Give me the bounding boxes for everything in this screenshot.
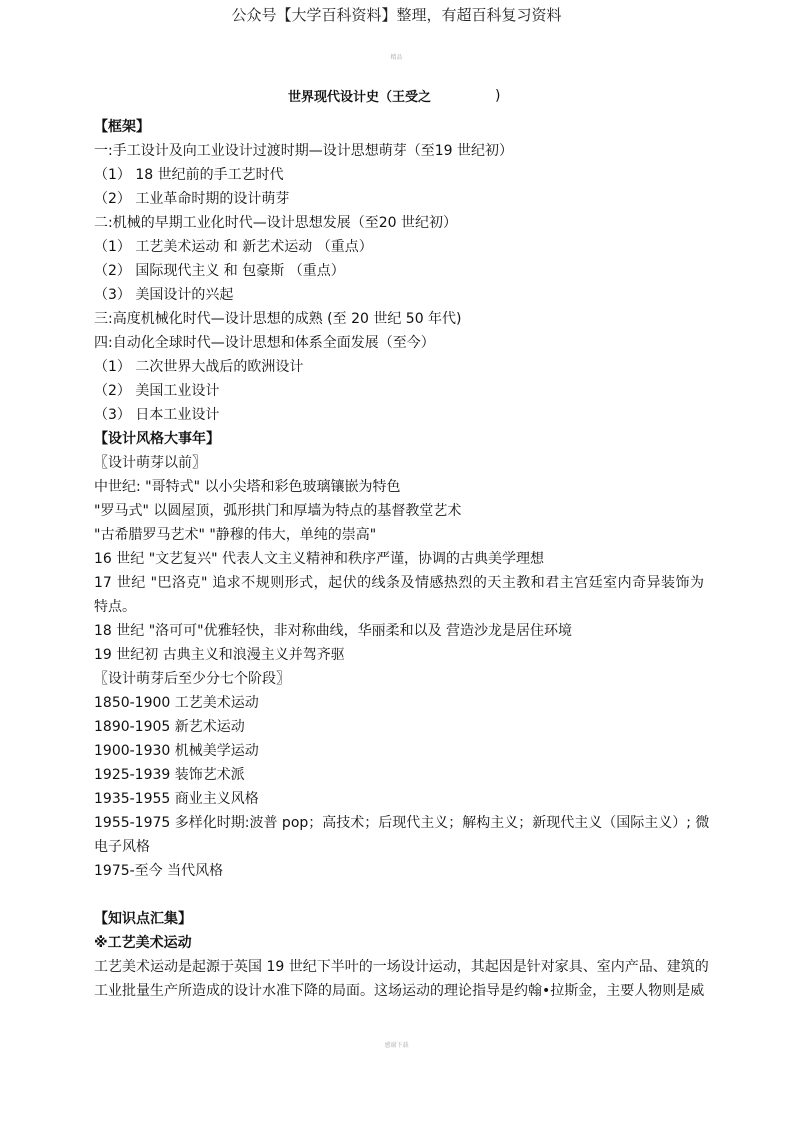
text-line: "古希腊罗马艺术" "静穆的伟大，单纯的崇高" <box>94 527 377 543</box>
text-line: （1） 二次世界大战后的欧洲设计 <box>94 359 304 375</box>
text-line: 1925-1939 装饰艺术派 <box>94 767 245 783</box>
text-line: 电子风格 <box>94 839 150 855</box>
section-heading: 【设计风格大事年】 <box>94 431 220 447</box>
text-line: 1955-1975 多样化时期:波普 pop；高技术；后现代主义；解构主义；新现代主义（国际主义）; 微 <box>94 815 710 831</box>
text-line: 中世纪: "哥特式" 以小尖塔和彩色玻璃镶嵌为特色 <box>94 479 401 495</box>
text-line: 1890-1905 新艺术运动 <box>94 719 245 735</box>
blank-line <box>94 883 704 907</box>
document-title: 世界现代设计史（王受之 <box>288 90 432 105</box>
text-line: 19 世纪初 古典主义和浪漫主义并驾齐驱 <box>94 647 345 663</box>
text-line: 特点。 <box>94 599 136 615</box>
text-line: 18 世纪 "洛可可"优雅轻快，非对称曲线，华丽柔和以及 营造沙龙是居住环境 <box>94 623 573 639</box>
text-line: 〖设计萌芽以前〗 <box>94 455 206 471</box>
text-line: "罗马式" 以圆屋顶，弧形拱门和厚墙为特点的基督教堂艺术 <box>94 503 462 519</box>
text-line: （2） 国际现代主义 和 包豪斯 （重点） <box>94 263 345 279</box>
document-body <box>94 115 710 1003</box>
section-heading: 【知识点汇集】 <box>94 911 192 927</box>
document-title-paren: ) <box>495 88 501 104</box>
text-line: 工艺美术运动是起源于英国 19 世纪下半叶的一场设计运动，其起因是针对家具、室内产品、建筑的 <box>94 959 709 975</box>
text-line: 17 世纪 "巴洛克" 追求不规则形式，起伏的线条及情感热烈的天主教和君主宫廷室内奇异装饰为 <box>94 575 704 591</box>
text-line: 1850-1900 工艺美术运动 <box>94 695 259 711</box>
page-footer: 感谢下载 <box>384 1042 409 1049</box>
text-line: 〖设计萌芽后至少分七个阶段〗 <box>94 671 290 687</box>
section-heading: ※工艺美术运动 <box>94 935 192 951</box>
text-line: 四:自动化全球时代—设计思想和体系全面发展（至今） <box>94 335 435 351</box>
text-line: （3） 美国设计的兴起 <box>94 287 234 303</box>
text-line: 1975-至今 当代风格 <box>94 863 224 879</box>
text-line: 工业批量生产所造成的设计水准下降的局面。这场运动的理论指导是约翰•拉斯金，主要人物则是威 <box>94 983 705 999</box>
text-line: （2） 美国工业设计 <box>94 383 220 399</box>
text-line: 1935-1955 商业主义风格 <box>94 791 259 807</box>
text-line: （2） 工业革命时期的设计萌芽 <box>94 191 290 207</box>
text-line: 三:高度机械化时代—设计思想的成熟 (至 20 世纪 50 年代) <box>94 311 462 327</box>
text-line: 一:手工设计及向工业设计过渡时期—设计思想萌芽（至19 世纪初） <box>94 143 513 159</box>
text-line: （3） 日本工业设计 <box>94 407 220 423</box>
text-line: 二:机械的早期工业化时代—设计思想发展（至20 世纪初） <box>94 215 457 231</box>
text-line: （1） 工艺美术运动 和 新艺术运动 （重点） <box>94 239 373 255</box>
page-tag: 精品 <box>390 54 403 61</box>
text-line: 16 世纪 "文艺复兴" 代表人文主义精神和秩序严谨，协调的古典美学理想 <box>94 551 545 567</box>
section-heading: 【框架】 <box>94 119 150 135</box>
text-line: （1） 18 世纪前的手工艺时代 <box>94 167 284 183</box>
text-line: 1900-1930 机械美学运动 <box>94 743 259 759</box>
page-banner: 公众号【大学百科资料】整理，有超百科复习资料 <box>231 6 562 24</box>
